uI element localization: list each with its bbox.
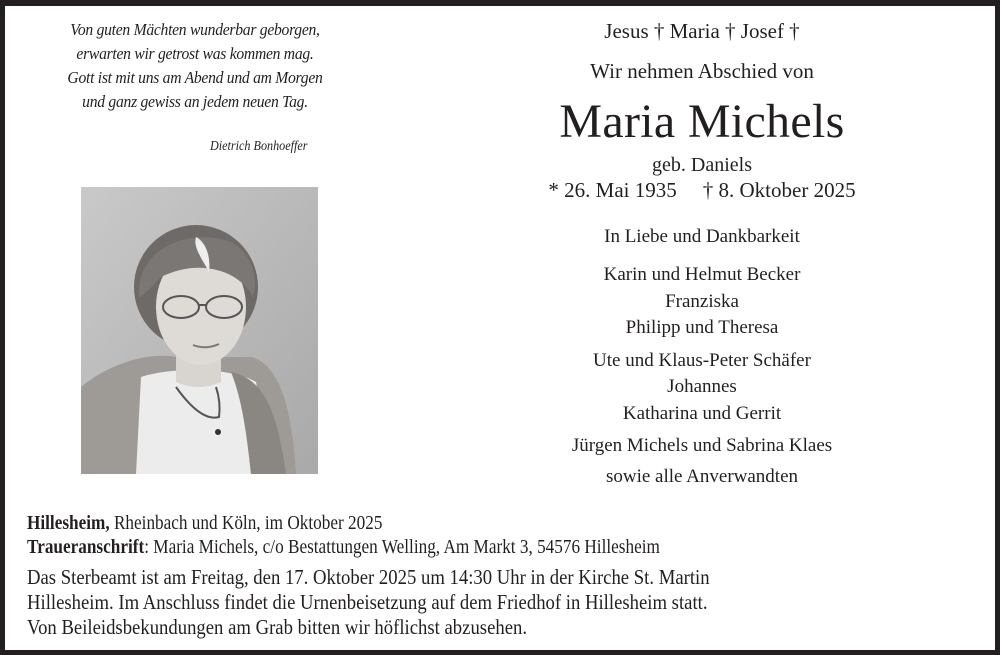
mourner-group: [502, 262, 902, 342]
address-line: [27, 535, 853, 559]
dedication: In Liebe und Dankbarkeit: [604, 226, 800, 247]
mourner: Philipp und Theresa: [625, 317, 779, 338]
mourner: Katharina und Gerrit: [622, 402, 782, 424]
quote-line: Gott ist mit uns am Abend und am Morgen: [67, 68, 323, 87]
address-label: Traueranschrift: [27, 536, 145, 558]
mourner: Jürgen Michels und Sabrina Klaes: [571, 435, 833, 456]
portrait-photo-icon: [81, 187, 318, 474]
portrait-photo: [81, 187, 318, 474]
service-line: Das Sterbeamt ist am Freitag, den 17. Oktober 2025 um 14:30 Uhr in der Kirche St. Martin: [27, 565, 710, 589]
address-text: : Maria Michels, c/o Bestattungen Welling, Am Markt 3, 54576 Hillesheim: [144, 536, 660, 558]
mourner-group: [502, 433, 902, 460]
death-date: † 8. Oktober 2025: [702, 178, 856, 202]
place-rest: Rheinbach und Köln, im Oktober 2025: [109, 512, 383, 534]
quote-line: und ganz gewiss an jedem neuen Tag.: [82, 92, 308, 111]
quote-line: Von guten Mächten wunderbar geborgen,: [70, 20, 320, 39]
mourner: Franziska: [665, 290, 739, 312]
deceased-name: Maria Michels: [559, 95, 845, 148]
mourner-group: [502, 348, 902, 428]
mourner: Karin und Helmut Becker: [603, 264, 801, 285]
service-line: Hillesheim. Im Anschluss findet die Urnenbeisetzung auf dem Friedhof in Hillesheim statt.: [27, 590, 708, 614]
birth-date: * 26. Mai 1935: [548, 178, 677, 202]
quote-author: Dietrich Bonhoeffer: [210, 138, 308, 153]
bonhoeffer-quote: [25, 18, 365, 114]
service-line: Von Beileidsbekundungen am Grab bitten wir höflichst abzusehen.: [27, 615, 528, 639]
quote-line: erwarten wir getrost was kommen mag.: [76, 44, 314, 63]
farewell-intro: Wir nehmen Abschied von: [590, 59, 814, 83]
invocation: Jesus † Maria † Josef †: [604, 19, 800, 43]
life-dates: [502, 178, 902, 203]
maiden-name: geb. Daniels: [652, 154, 752, 176]
notice-footer: [27, 511, 987, 640]
mourner: Ute und Klaus-Peter Schäfer: [593, 349, 811, 371]
mourners-closing: sowie alle Anverwandten: [605, 466, 799, 487]
mourners-list: [502, 262, 902, 466]
place-bold: Hillesheim,: [27, 512, 110, 534]
mourner: Johannes: [667, 376, 737, 397]
place-date-line: [27, 511, 853, 535]
